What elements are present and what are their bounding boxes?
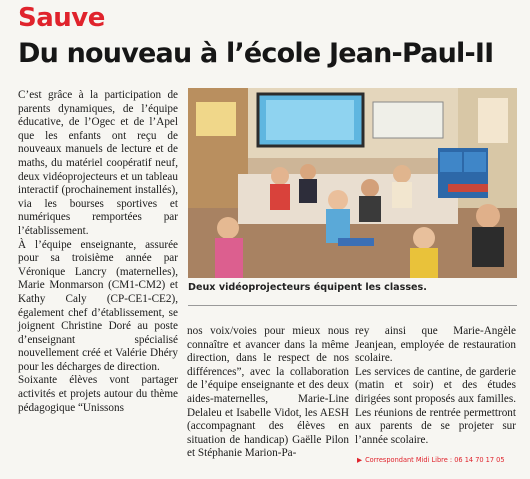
paragraph-4: nos voix/voies pour mieux nous connaître et avancer dans la même direction, dans le respect de nos différences”, avec la collaboration de l’équipe enseignante et des deux aides-maternelles, Marie-Line Delaleu et Isabelle Vidot, les AESH (accompagnant des élèves en situation de handicap) Gaëlle Pilon et Stéphanie Marion-Pa- <box>187 325 349 460</box>
photo-caption: Deux vidéoprojecteurs équipent les classes. <box>188 281 517 306</box>
classroom-photo-image <box>188 88 517 278</box>
article-column-2 <box>187 325 349 461</box>
triangle-right-icon: ▶ <box>357 456 363 464</box>
credit-text: Correspondant Midi Libre : 06 14 70 17 05 <box>365 456 505 464</box>
classroom-photo <box>188 88 517 278</box>
article-headline: Du nouveau à l’école Jean-Paul-II <box>18 38 494 69</box>
article-column-3 <box>355 325 516 447</box>
paragraph-1: C’est grâce à la participation de parents dynamiques, de l’équipe éducative, de l’Ogec et de l’Apel que les enfants ont reçu de nouveaux manuels de lecture et de maths, du matériel coopératif neuf, deux vidéoprojecteurs et un tableau interactif (prochainement installés), via les bourses sportives et numériques remportées par l’établissement. <box>18 89 178 237</box>
section-title: Sauve <box>18 3 105 33</box>
paragraph-2: À l’équipe enseignante, assurée pour sa troisième année par Véronique Lancry (maternelles), Marie Monmarson (CM1-CM2) et Kathy Caly (CP-CE1-CE2), également chef d’établissement, se joignent Christine Doré au poste d’enseignant spécialisé nouvellement créé et Valérie Dhéry pour les décharges de direction. <box>18 238 178 373</box>
paragraph-5: rey ainsi que Marie-Angèle Jeanjean, employée de restauration scolaire. <box>355 325 516 365</box>
paragraph-6: Les services de cantine, de garderie (matin et soir) et des études dirigées sont proposés aux familles. Les réunions de rentrée permettront aux parents de se projeter sur l’année scolaire. <box>355 365 516 446</box>
paragraph-3: Soixante élèves vont partager activités et projets autour du thème pédagogique “Unissons <box>18 374 178 414</box>
correspondent-credit <box>357 456 505 464</box>
article-column-1 <box>18 89 178 415</box>
